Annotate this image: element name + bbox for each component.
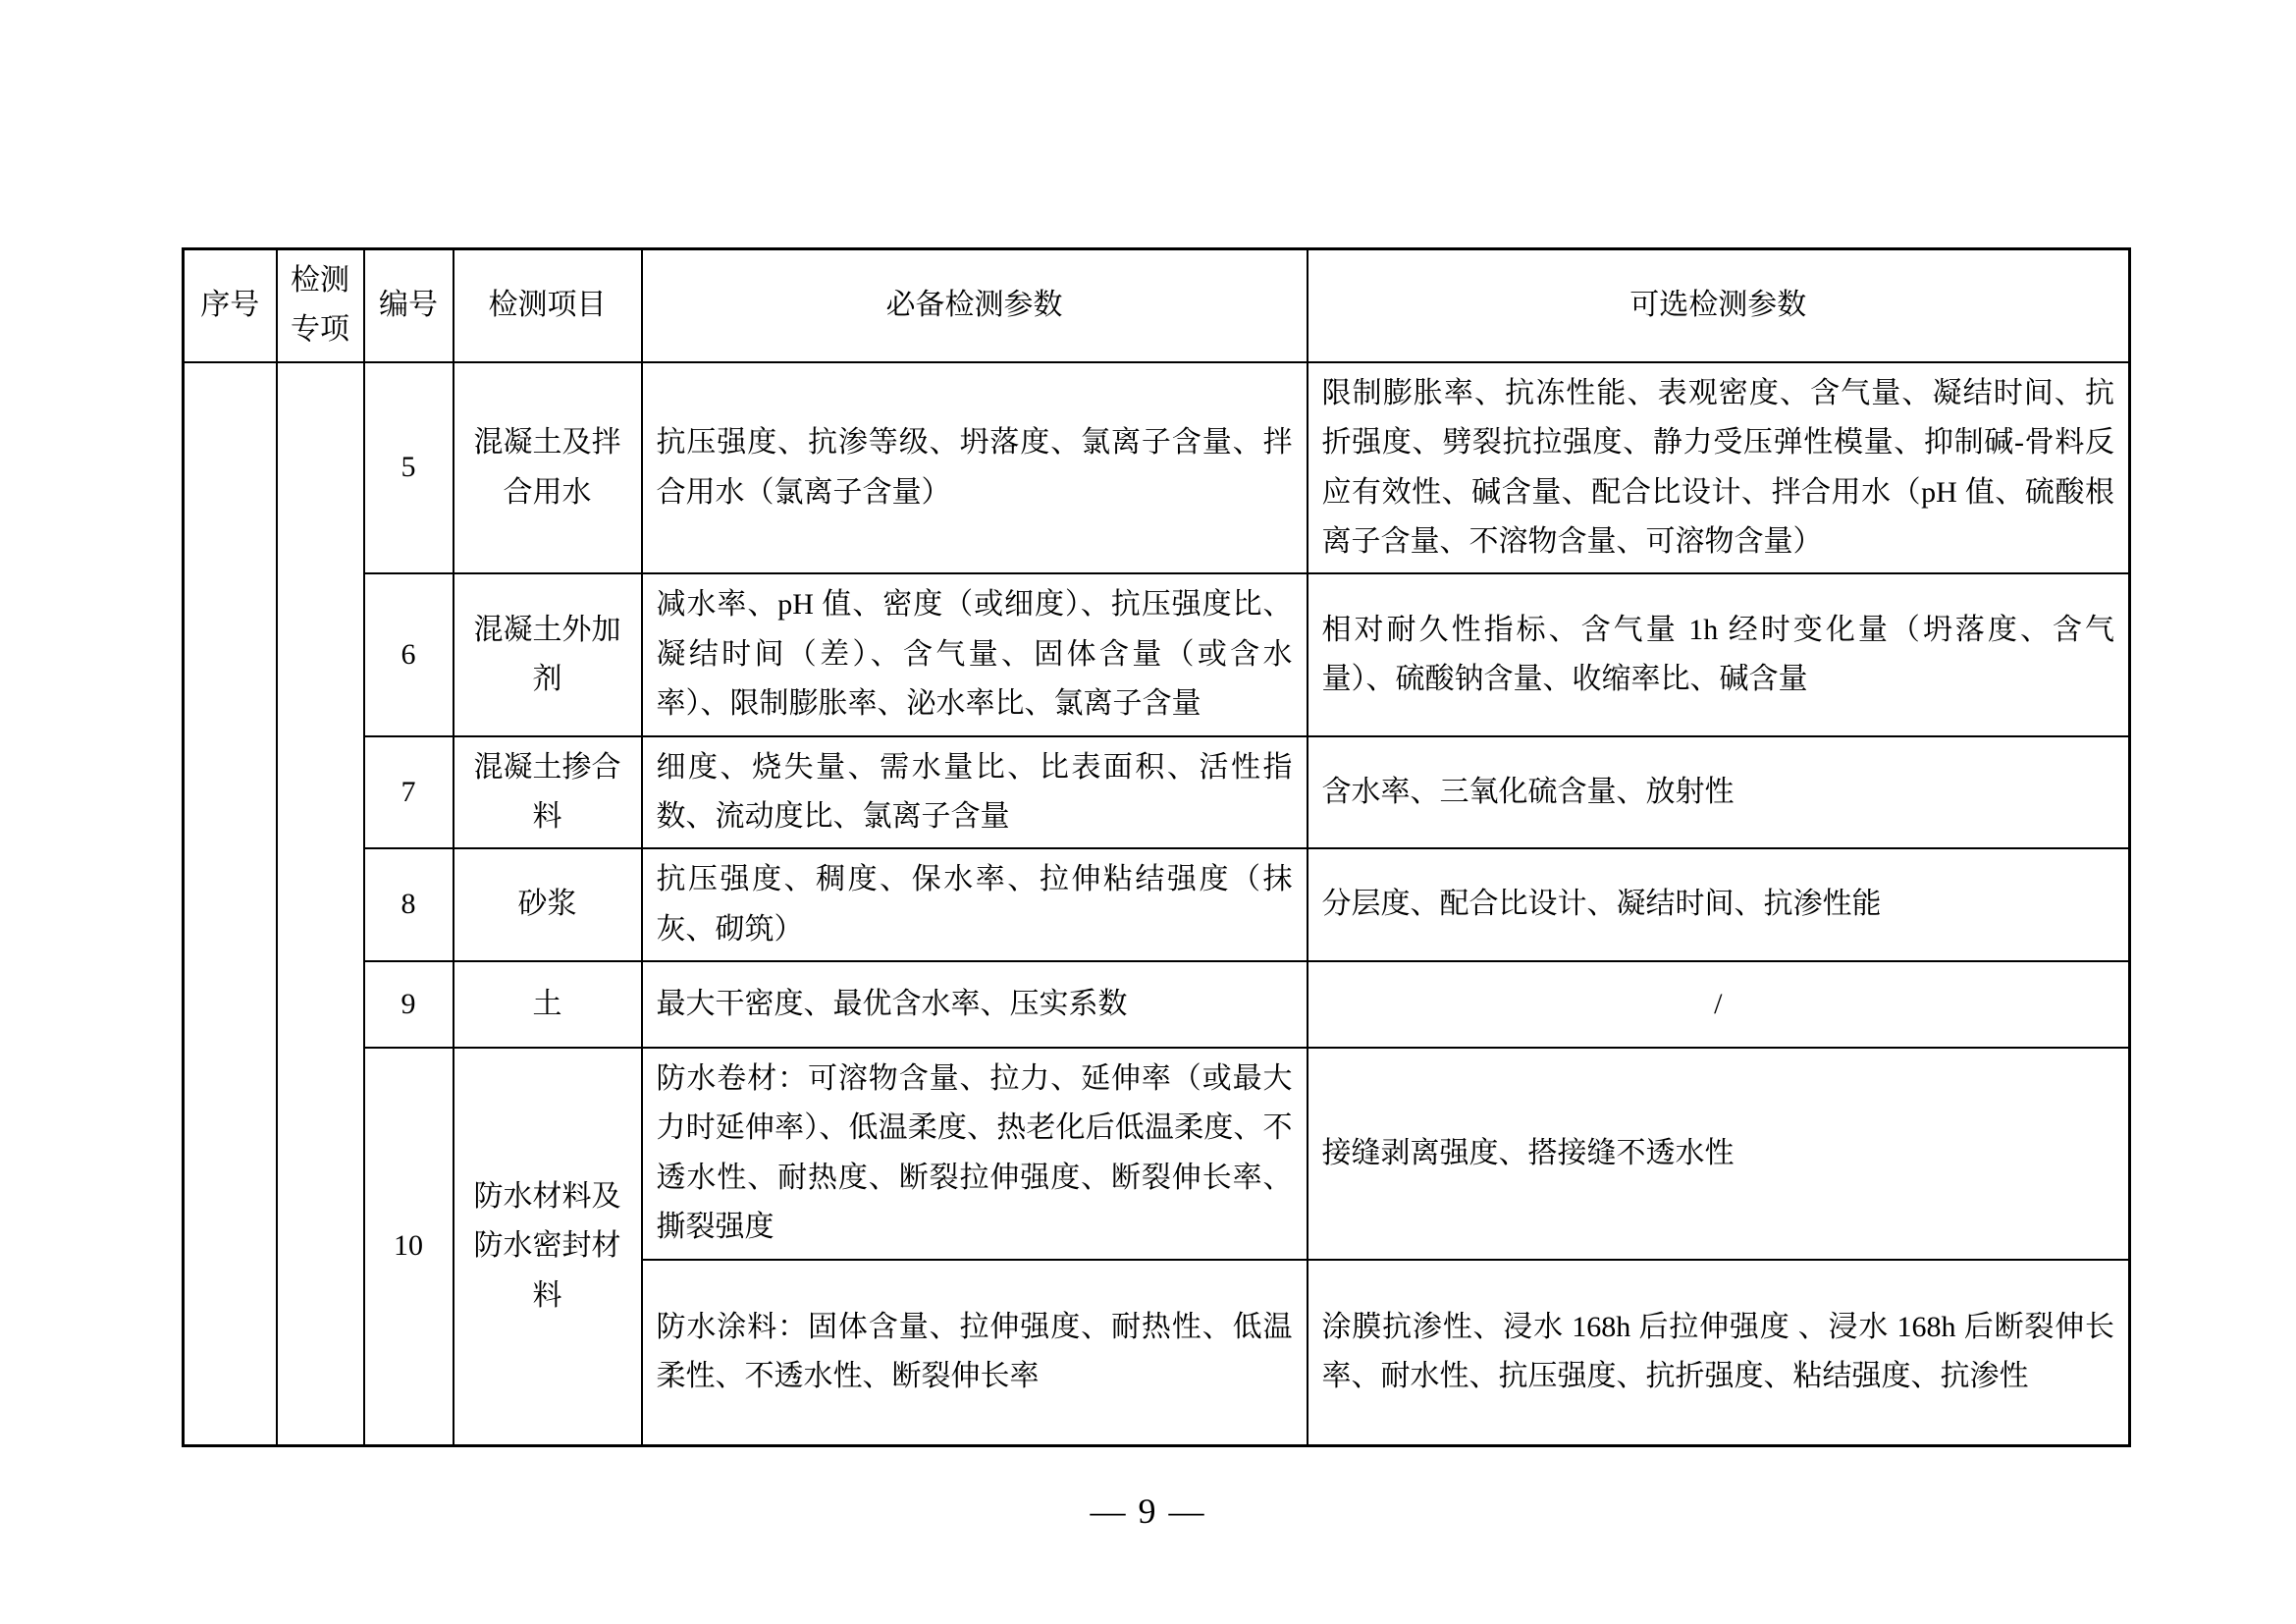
cell-optional-parameters-membrane: 接缝剥离强度、搭接缝不透水性 <box>1308 1048 2130 1260</box>
column-header-inspection-specialty: 检测专项 <box>277 249 364 362</box>
table-row <box>184 1048 2130 1260</box>
cell-serial-number-span <box>184 362 277 1446</box>
cell-item-number: 9 <box>364 961 454 1048</box>
column-header-serial-number: 序号 <box>184 249 277 362</box>
table-row <box>184 573 2130 735</box>
column-header-optional-parameters: 可选检测参数 <box>1308 249 2130 362</box>
cell-inspection-item: 土 <box>454 961 642 1048</box>
cell-item-number: 7 <box>364 736 454 849</box>
cell-inspection-item: 混凝土外加剂 <box>454 573 642 735</box>
cell-optional-parameters-slash: / <box>1308 961 2130 1048</box>
cell-inspection-item: 混凝土掺合料 <box>454 736 642 849</box>
cell-item-number: 5 <box>364 362 454 574</box>
column-header-required-parameters: 必备检测参数 <box>642 249 1308 362</box>
cell-required-parameters: 抗压强度、稠度、保水率、拉伸粘结强度（抹灰、砌筑） <box>642 848 1308 961</box>
cell-required-parameters: 减水率、pH 值、密度（或细度）、抗压强度比、凝结时间（差）、含气量、固体含量（或含水率）、限制膨胀率、泌水率比、氯离子含量 <box>642 573 1308 735</box>
cell-required-parameters: 抗压强度、抗渗等级、坍落度、氯离子含量、拌合用水（氯离子含量） <box>642 362 1308 574</box>
cell-required-parameters-membrane: 防水卷材：可溶物含量、拉力、延伸率（或最大力时延伸率）、低温柔度、热老化后低温柔度、不透水性、耐热度、断裂拉伸强度、断裂伸长率、撕裂强度 <box>642 1048 1308 1260</box>
cell-item-number: 8 <box>364 848 454 961</box>
cell-required-parameters: 最大干密度、最优含水率、压实系数 <box>642 961 1308 1048</box>
page-number: — 9 — <box>1090 1491 1206 1531</box>
inspection-parameters-table <box>182 247 2131 1447</box>
cell-item-number: 10 <box>364 1048 454 1446</box>
table-row <box>184 736 2130 849</box>
table-row <box>184 961 2130 1048</box>
cell-inspection-item: 混凝土及拌合用水 <box>454 362 642 574</box>
column-header-inspection-item: 检测项目 <box>454 249 642 362</box>
cell-inspection-item: 防水材料及防水密封材料 <box>454 1048 642 1446</box>
cell-item-number: 6 <box>364 573 454 735</box>
cell-inspection-specialty-span <box>277 362 364 1446</box>
cell-optional-parameters-coating: 涂膜抗渗性、浸水 168h 后拉伸强度 、浸水 168h 后断裂伸长率、耐水性、抗压强度、抗折强度、粘结强度、抗渗性 <box>1308 1260 2130 1446</box>
cell-required-parameters: 细度、烧失量、需水量比、比表面积、活性指数、流动度比、氯离子含量 <box>642 736 1308 849</box>
column-header-item-number: 编号 <box>364 249 454 362</box>
cell-optional-parameters: 限制膨胀率、抗冻性能、表观密度、含气量、凝结时间、抗折强度、劈裂抗拉强度、静力受压弹性模量、抑制碱-骨料反应有效性、碱含量、配合比设计、拌合用水（pH 值、硫酸根离子含量、不溶物含量、可溶物含量） <box>1308 362 2130 574</box>
header-row <box>184 249 2130 362</box>
cell-optional-parameters: 相对耐久性指标、含气量 1h 经时变化量（坍落度、含气量）、硫酸钠含量、收缩率比、碱含量 <box>1308 573 2130 735</box>
cell-inspection-item: 砂浆 <box>454 848 642 961</box>
cell-optional-parameters: 分层度、配合比设计、凝结时间、抗渗性能 <box>1308 848 2130 961</box>
cell-required-parameters-coating: 防水涂料：固体含量、拉伸强度、耐热性、低温柔性、不透水性、断裂伸长率 <box>642 1260 1308 1446</box>
table-row <box>184 362 2130 574</box>
table-row <box>184 848 2130 961</box>
cell-optional-parameters: 含水率、三氧化硫含量、放射性 <box>1308 736 2130 849</box>
